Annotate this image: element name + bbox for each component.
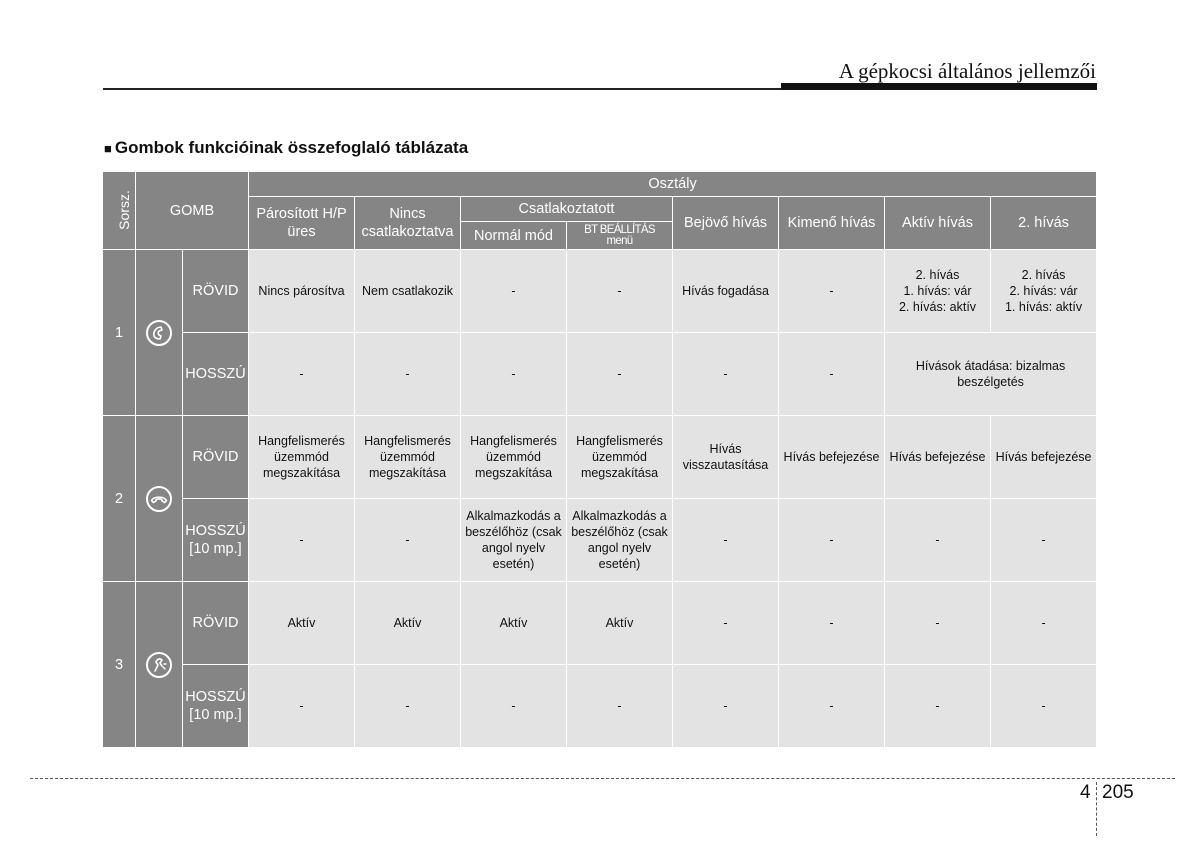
header-bt-line1: BT BEÁLLÍTÁS	[584, 223, 655, 236]
section-bullet: ■	[104, 141, 112, 156]
table-cell: -	[779, 582, 885, 665]
footer-dashed-rule	[30, 778, 1175, 779]
table-cell: -	[567, 665, 673, 748]
row-long-label: HOSSZÚ [10 mp.]	[183, 665, 249, 748]
table-cell: -	[991, 499, 1097, 582]
table-cell: Alkalmazkodás a beszélőhöz (csak angol nyelv esetén)	[461, 499, 567, 582]
voice-recognition-icon	[145, 651, 173, 679]
table-cell: -	[355, 333, 461, 416]
header-aktiv-hivas: Aktív hívás	[885, 197, 991, 250]
table-cell: -	[991, 665, 1097, 748]
table-cell: Nincs párosítva	[249, 250, 355, 333]
table-cell: -	[461, 665, 567, 748]
header-bt-line2: menü	[606, 234, 633, 247]
table-cell: -	[885, 582, 991, 665]
table-cell: Hívás befejezése	[991, 416, 1097, 499]
table-cell: Hívás befejezése	[885, 416, 991, 499]
table-cell: -	[779, 333, 885, 416]
header-nincs-csatlakoztatva: Nincs csatlakoztatva	[355, 197, 461, 250]
table-cell: -	[673, 582, 779, 665]
table-cell: Hangfelismerés üzemmód megszakítása	[567, 416, 673, 499]
table-cell: -	[673, 499, 779, 582]
section-title	[104, 138, 468, 158]
table-cell: -	[355, 665, 461, 748]
table-cell: Hívás visszautasítása	[673, 416, 779, 499]
row-long-label: HOSSZÚ [10 mp.]	[183, 499, 249, 582]
row-number: 3	[103, 582, 136, 748]
button-function-table	[102, 171, 1097, 748]
header-osztaly: Osztály	[249, 172, 1097, 197]
table-cell: -	[673, 333, 779, 416]
table-cell: -	[567, 333, 673, 416]
table-row	[103, 416, 1097, 499]
table-row	[103, 250, 1097, 333]
table-cell: -	[991, 582, 1097, 665]
table-cell: Hívás befejezése	[779, 416, 885, 499]
table-cell: 2. hívás 2. hívás: vár 1. hívás: aktív	[991, 250, 1097, 333]
table-row	[103, 665, 1097, 748]
table-cell: Hívás fogadása	[673, 250, 779, 333]
header-csatlakoztatott: Csatlakoztatott	[461, 197, 673, 222]
row-number: 1	[103, 250, 136, 416]
table-cell: Aktív	[461, 582, 567, 665]
page-number: 205	[1102, 782, 1134, 803]
table-cell: Hangfelismerés üzemmód megszakítása	[355, 416, 461, 499]
button-icon-cell	[136, 250, 183, 416]
header-normal-mod: Normál mód	[461, 222, 567, 250]
table-cell: 2. hívás 1. hívás: vár 2. hívás: aktív	[885, 250, 991, 333]
table-cell: -	[779, 250, 885, 333]
table-cell: -	[567, 250, 673, 333]
table-cell: -	[779, 499, 885, 582]
table-row	[103, 333, 1097, 416]
header-bt-beallitas	[567, 222, 673, 250]
table-cell: -	[673, 665, 779, 748]
table-cell: -	[461, 250, 567, 333]
table-cell: Aktív	[567, 582, 673, 665]
phone-hangup-icon	[145, 485, 173, 513]
table-cell: -	[779, 665, 885, 748]
table-cell-merged: Hívások átadása: bizalmas beszélgetés	[885, 333, 1097, 416]
page-title: A gépkocsi általános jellemzői	[838, 59, 1096, 83]
header-sorsz: Sorsz.	[103, 172, 136, 250]
table-cell: Hangfelismerés üzemmód megszakítása	[249, 416, 355, 499]
table-cell: -	[355, 499, 461, 582]
header-2-hivas: 2. hívás	[991, 197, 1097, 250]
header-bejovo-hivas: Bejövő hívás	[673, 197, 779, 250]
row-short-label: RÖVID	[183, 250, 249, 333]
table-cell: -	[885, 665, 991, 748]
footer-dashed-divider	[1096, 782, 1097, 836]
table-cell: Nem csatlakozik	[355, 250, 461, 333]
header-rule-accent	[781, 83, 1097, 90]
phone-call-icon	[145, 319, 173, 347]
chapter-number: 4	[1080, 782, 1091, 803]
table-cell: -	[249, 499, 355, 582]
section-title-text: Gombok funkcióinak összefoglaló táblázata	[114, 138, 469, 157]
button-icon-cell	[136, 582, 183, 748]
header-kimeno-hivas: Kimenő hívás	[779, 197, 885, 250]
table-row	[103, 499, 1097, 582]
row-short-label: RÖVID	[183, 416, 249, 499]
table-cell: -	[885, 499, 991, 582]
row-short-label: RÖVID	[183, 582, 249, 665]
row-number: 2	[103, 416, 136, 582]
table-cell: Aktív	[249, 582, 355, 665]
header-parositott: Párosított H/P üres	[249, 197, 355, 250]
row-long-label: HOSSZÚ	[183, 333, 249, 416]
header-gomb: GOMB	[136, 172, 249, 250]
table-cell: -	[249, 333, 355, 416]
table-cell: Aktív	[355, 582, 461, 665]
table-cell: -	[461, 333, 567, 416]
table-cell: Hangfelismerés üzemmód megszakítása	[461, 416, 567, 499]
button-icon-cell	[136, 416, 183, 582]
table-cell: Alkalmazkodás a beszélőhöz (csak angol nyelv esetén)	[567, 499, 673, 582]
table-row	[103, 582, 1097, 665]
table-cell: -	[249, 665, 355, 748]
